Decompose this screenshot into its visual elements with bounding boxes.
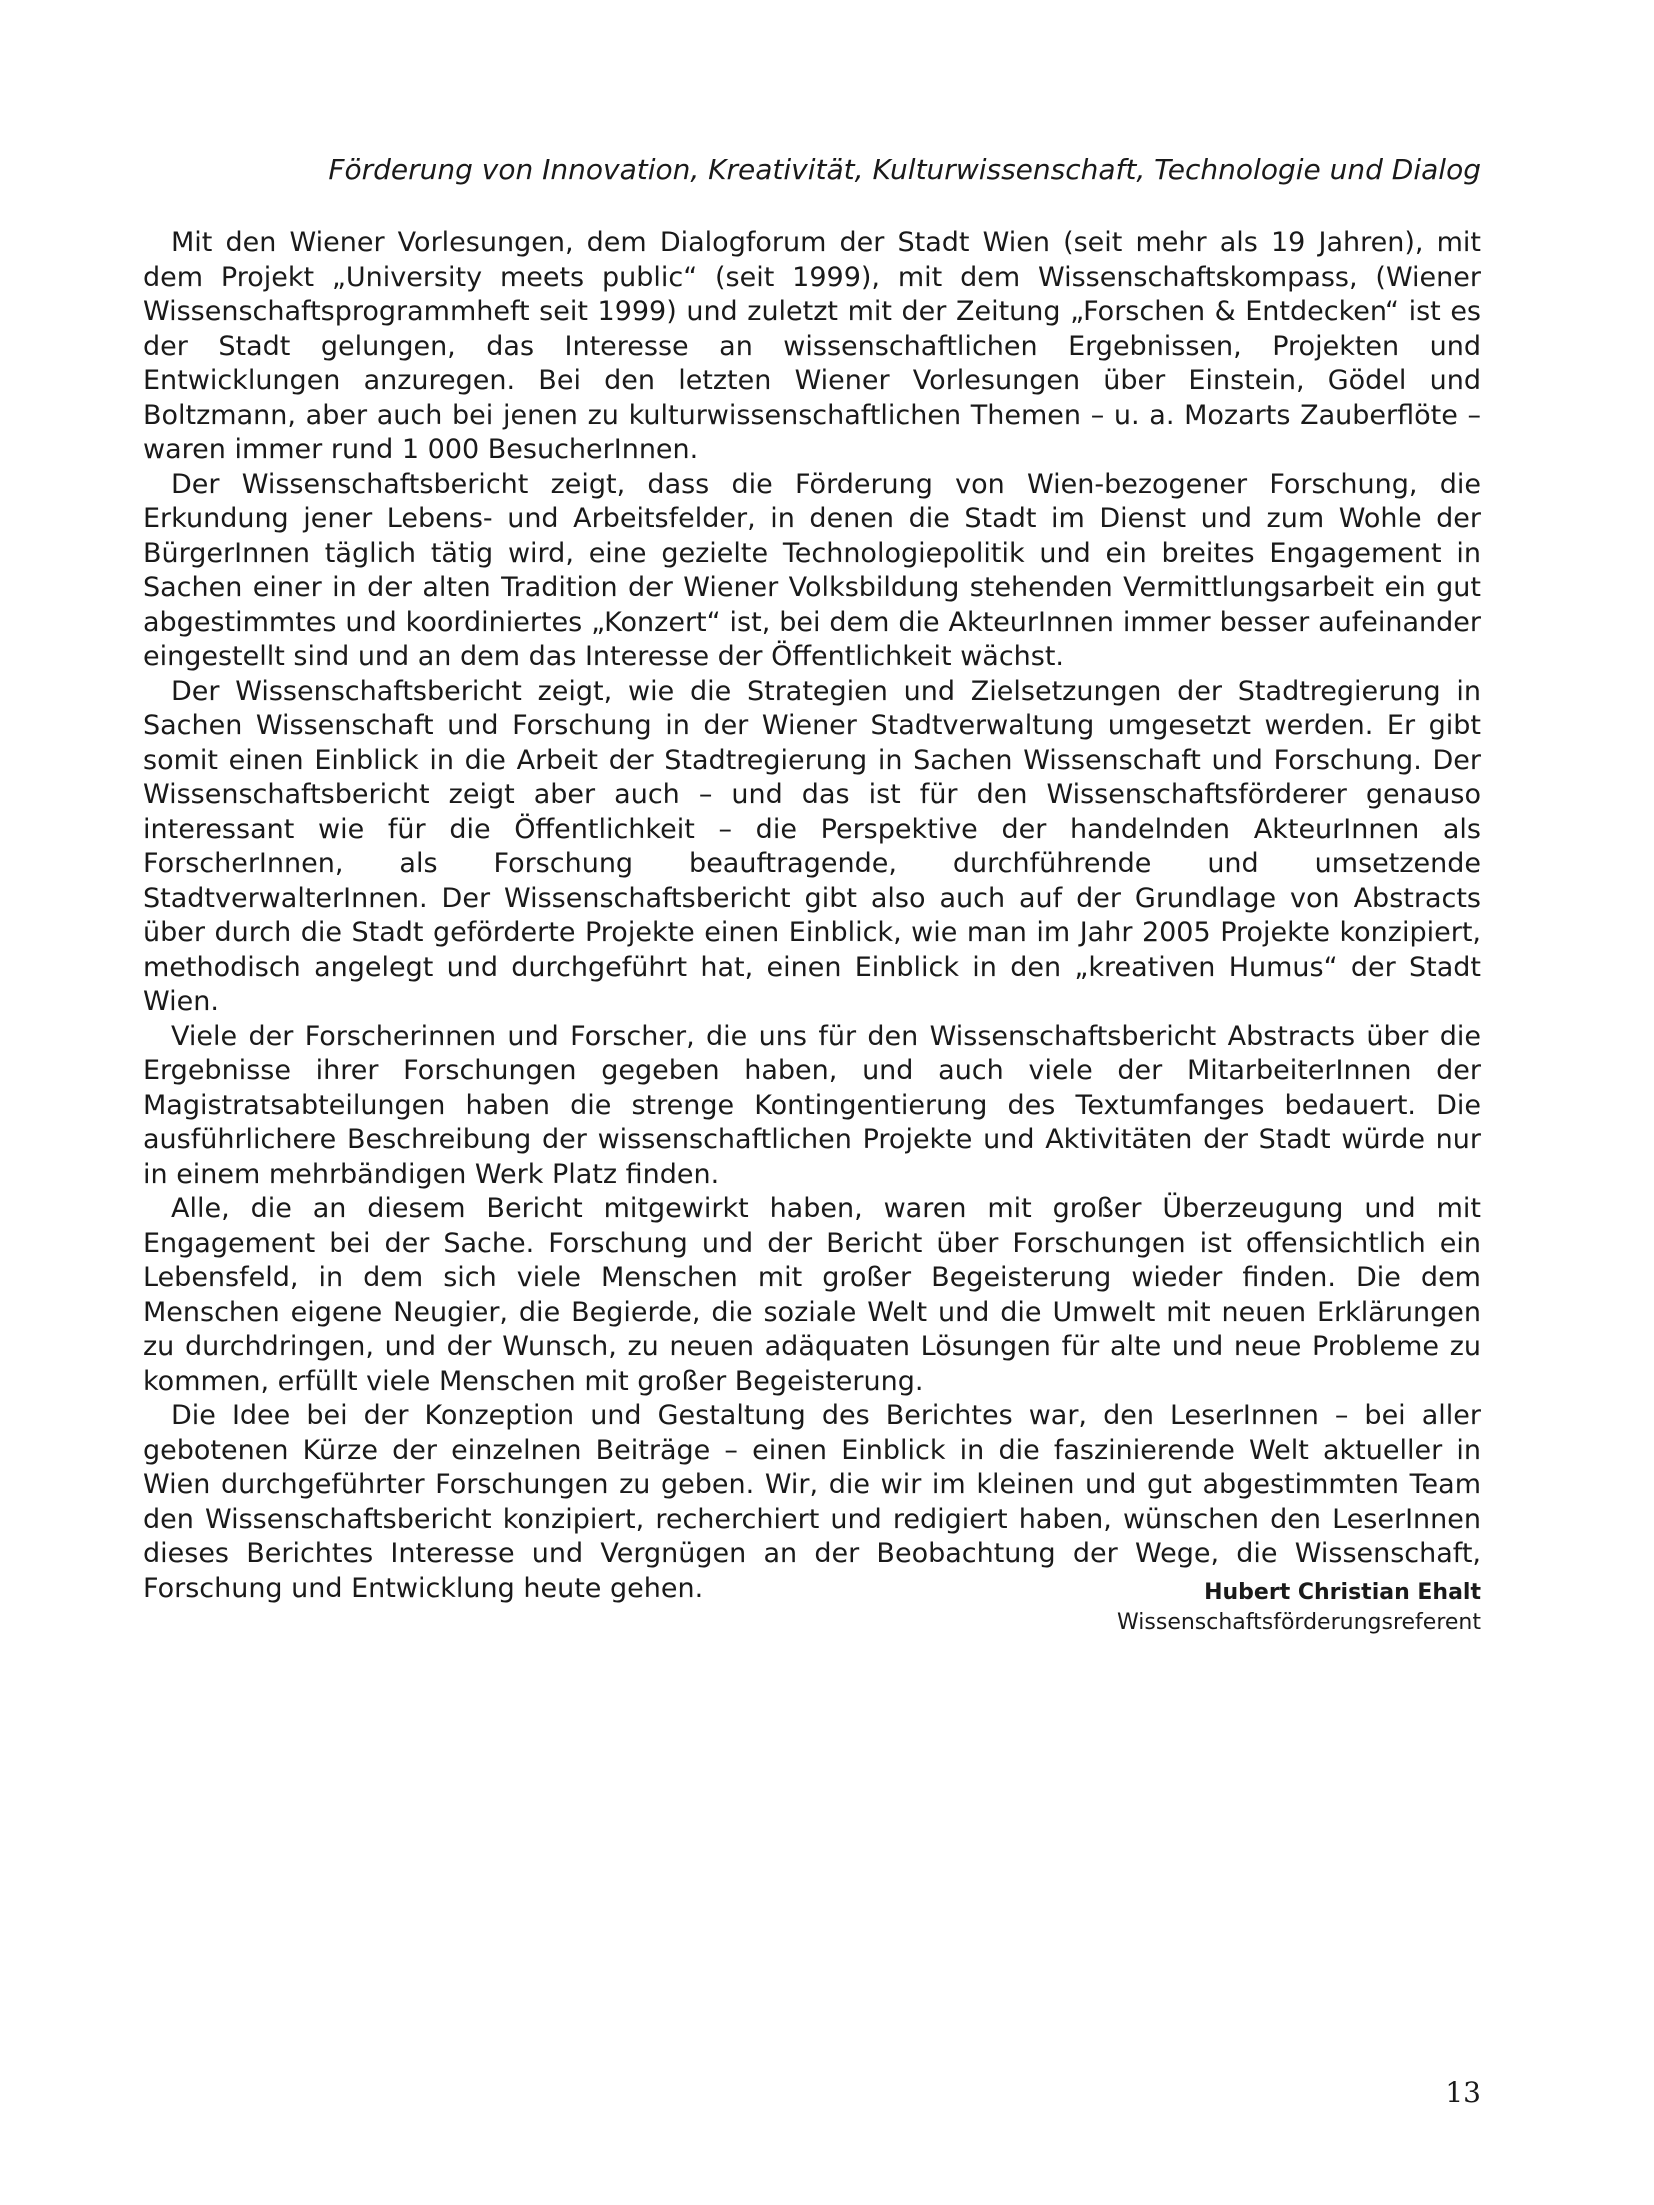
- body-text: [143, 226, 1481, 1606]
- paragraph-5: Alle, die an diesem Bericht mitgewirkt haben, waren mit großer Überzeugung und mit Engagement bei der Sache. Forschung und der Bericht über Forschungen ist offensichtlich ein Lebensfeld, in dem sich viele Menschen mit großer Begeisterung wieder finden. Die dem Menschen eigene Neugier, die Begierde, die soziale Welt und die Umwelt mit neuen Erklärungen zu durchdringen, und der Wunsch, zu neuen adäquaten Lösungen für alte und neue Probleme zu kommen, erfüllt viele Menschen mit großer Begeisterung.: [143, 1193, 1481, 1397]
- paragraph-4: Viele der Forscherinnen und Forscher, die uns für den Wissenschaftsbericht Abstracts über die Ergebnisse ihrer Forschungen gegeben haben, und auch viele der MitarbeiterInnen der Magistratsabteilungen haben die strenge Kontingentierung des Textumfanges bedauert. Die ausführlichere Beschreibung der wissenschaftlichen Projekte und Aktivitäten der Stadt würde nur in einem mehrbändigen Werk Platz finden.: [143, 1020, 1481, 1190]
- running-header: Förderung von Innovation, Kreativität, Kulturwissenschaft, Technologie und Dialog: [328, 153, 1481, 186]
- paragraph-2: Der Wissenschaftsbericht zeigt, dass die Förderung von Wien-bezogener Forschung, die Erkundung jener Lebens- und Arbeitsfelder, in denen die Stadt im Dienst und zum Wohle der BürgerInnen täglich tätig wird, eine gezielte Technologiepolitik und ein breites Engagement in Sachen einer in der alten Tradition der Wiener Volksbildung stehenden Vermittlungsarbeit ein gut abgestimmtes und koordiniertes „Konzert“ ist, bei dem die AkteurInnen immer besser aufeinander eingestellt sind und an dem das Interesse der Öffentlichkeit wächst.: [143, 468, 1481, 672]
- author-name: Hubert Christian Ehalt: [1204, 1580, 1481, 1605]
- paragraph-3: Der Wissenschaftsbericht zeigt, wie die Strategien und Zielsetzungen der Stadtregierung in Sachen Wissenschaft und Forschung in der Wiener Stadtverwaltung umgesetzt werden. Er gibt somit einen Einblick in die Arbeit der Stadtregierung in Sachen Wissenschaft und Forschung. Der Wissenschaftsbericht zeigt aber auch – und das ist für den Wissenschaftsförderer genauso interessant wie für die Öffentlichkeit – die Perspektive der handelnden AkteurInnen als ForscherInnen, als Forschung beauftragende, durchführende und umsetzende StadtverwalterInnen. Der Wissenschaftsbericht gibt also auch auf der Grundlage von Abstracts über durch die Stadt geförderte Projekte einen Einblick, wie man im Jahr 2005 Projekte konzipiert, methodisch angelegt und durchgeführt hat, einen Einblick in den „kreativen Humus“ der Stadt Wien.: [143, 675, 1481, 1017]
- signature-block: [143, 1578, 1481, 1638]
- author-role: Wissenschaftsförderungsreferent: [1117, 1610, 1481, 1635]
- paragraph-6: Die Idee bei der Konzeption und Gestaltung des Berichtes war, den LeserInnen – bei aller gebotenen Kürze der einzelnen Beiträge – einen Einblick in die faszinierende Welt aktueller in Wien durchgeführter Forschungen zu geben. Wir, die wir im kleinen und gut abgestimmten Team den Wissenschaftsbericht konzipiert, recherchiert und redigiert haben, wünschen den LeserInnen dieses Berichtes Interesse und Vergnügen an der Beobachtung der Wege, die Wissenschaft, Forschung und Entwicklung heute gehen.: [143, 1400, 1481, 1604]
- page-number: 13: [1445, 2076, 1481, 2109]
- paragraph-1: Mit den Wiener Vorlesungen, dem Dialogforum der Stadt Wien (seit mehr als 19 Jahren), mit dem Projekt „University meets public“ (seit 1999), mit dem Wissenschaftskompass, (Wiener Wissenschaftsprogrammheft seit 1999) und zuletzt mit der Zeitung „Forschen & Entdecken“ ist es der Stadt gelungen, das Interesse an wissenschaftlichen Ergebnissen, Projekten und Entwicklungen anzuregen. Bei den letzten Wiener Vorlesungen über Einstein, Gödel und Boltzmann, aber auch bei jenen zu kulturwissenschaftlichen Themen – u. a. Mozarts Zauberflöte – waren immer rund 1 000 BesucherInnen.: [143, 227, 1481, 465]
